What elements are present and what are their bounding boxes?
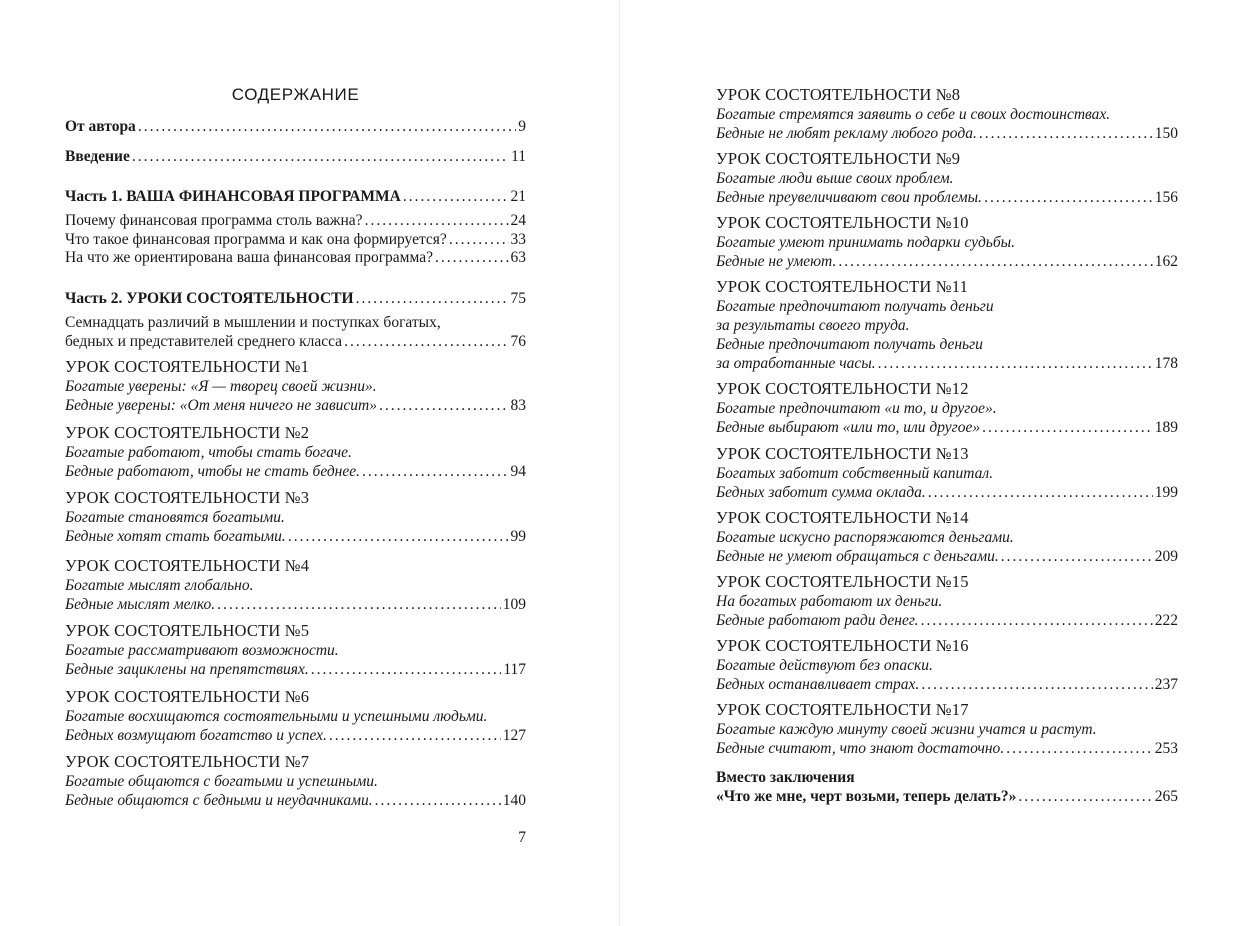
toc-entry-part1-item-2[interactable] xyxy=(65,230,526,249)
entry-page: 127 xyxy=(502,727,526,744)
right-page xyxy=(716,0,1178,926)
lesson-heading: УРОК СОСТОЯТЕЛЬНОСТИ №2 xyxy=(65,423,310,442)
lesson-heading: УРОК СОСТОЯТЕЛЬНОСТИ №7 xyxy=(65,752,310,771)
lesson-line: Богатые искусно распоряжаются деньгами. xyxy=(716,529,1014,546)
lesson-line: Бедные работают, чтобы не стать беднее. xyxy=(65,463,360,480)
entry-title: На что же ориентирована ваша финансовая программа? xyxy=(65,249,433,266)
entry-page: 75 xyxy=(510,290,526,307)
lesson-line: Бедные считают, что знают достаточно. xyxy=(716,740,1005,757)
lesson-line: Бедные не любят рекламу любого рода. xyxy=(716,125,977,142)
leader-dots xyxy=(435,248,509,267)
toc-title: СОДЕРЖАНИЕ xyxy=(231,85,360,104)
lesson-line: Богатые предпочитают «и то, и другое». xyxy=(716,400,997,417)
toc-entry-part1-item-3[interactable] xyxy=(65,248,526,267)
lesson-line: Богатых заботит собственный капитал. xyxy=(716,465,993,482)
toc-entry-part-1[interactable] xyxy=(65,187,526,206)
entry-page: 265 xyxy=(1154,788,1178,805)
entry-page: 189 xyxy=(1154,419,1178,436)
entry-title: Часть 2. УРОКИ СОСТОЯТЕЛЬНОСТИ xyxy=(65,290,354,307)
lesson-heading: УРОК СОСТОЯТЕЛЬНОСТИ №10 xyxy=(716,213,969,232)
lesson-line: Богатые стремятся заявить о себе и своих достоинствах. xyxy=(716,106,1111,123)
entry-title-line-2: бедных и представителей среднего класса xyxy=(65,333,343,350)
lesson-line: за отработанные часы. xyxy=(716,355,876,372)
entry-title-line-1: Семнадцать различий в мышлении и поступках богатых, xyxy=(65,314,441,331)
lesson-heading: УРОК СОСТОЯТЕЛЬНОСТИ №5 xyxy=(65,621,310,640)
lesson-heading: УРОК СОСТОЯТЕЛЬНОСТИ №16 xyxy=(716,636,969,655)
entry-title: Часть 1. ВАША ФИНАНСОВАЯ ПРОГРАММА xyxy=(65,188,401,205)
lesson-heading: УРОК СОСТОЯТЕЛЬНОСТИ №9 xyxy=(716,149,961,168)
lesson-line: Бедные общаются с бедными и неудачниками. xyxy=(65,792,373,809)
toc-entry-lesson-2[interactable] xyxy=(65,422,526,481)
entry-page: 21 xyxy=(510,188,526,205)
toc-entry-lesson-11[interactable] xyxy=(716,276,1178,373)
toc-entry-lesson-4[interactable] xyxy=(65,555,526,614)
leader-dots xyxy=(1006,739,1153,758)
lesson-line: Бедные зациклены на препятствиях. xyxy=(65,661,309,678)
lesson-line: Богатые становятся богатыми. xyxy=(65,509,285,526)
lesson-line: Бедные уверены: «От меня ничего не зависит» xyxy=(65,397,377,414)
leader-dots xyxy=(878,354,1153,373)
leader-dots xyxy=(375,791,501,810)
toc-entry-introduction[interactable] xyxy=(65,147,526,166)
leader-dots xyxy=(356,289,509,308)
entry-title: Введение xyxy=(65,148,130,165)
leader-dots xyxy=(379,396,509,415)
entry-page: 76 xyxy=(510,333,526,350)
lesson-line: Бедные преувеличивают свои проблемы. xyxy=(716,189,983,206)
toc-entry-lesson-1[interactable] xyxy=(65,356,526,415)
entry-page: 156 xyxy=(1154,189,1178,206)
lesson-line: Богатые умеют принимать подарки судьбы. xyxy=(716,234,1016,251)
entry-page: 83 xyxy=(510,397,526,414)
toc-entry-lesson-12[interactable] xyxy=(716,378,1178,437)
leader-dots xyxy=(362,462,509,481)
entry-title-line-2: «Что же мне, черт возьми, теперь делать?» xyxy=(716,788,1017,805)
entry-title: Что такое финансовая программа и как она формируется? xyxy=(65,231,447,248)
leader-dots xyxy=(344,332,508,351)
entry-page: 162 xyxy=(1154,253,1178,270)
lesson-heading: УРОК СОСТОЯТЕЛЬНОСТИ №6 xyxy=(65,687,310,706)
leader-dots xyxy=(838,252,1152,271)
entry-page: 222 xyxy=(1154,612,1178,629)
toc-entry-lesson-9[interactable] xyxy=(716,148,1178,207)
entry-page: 94 xyxy=(510,463,526,480)
leader-dots xyxy=(329,726,501,745)
lesson-line: Бедные не умеют обращаться с деньгами. xyxy=(716,548,999,565)
leader-dots xyxy=(132,147,509,166)
leader-dots xyxy=(288,527,509,546)
toc-entry-lesson-15[interactable] xyxy=(716,571,1178,630)
page-number: 7 xyxy=(518,829,526,846)
lesson-heading: УРОК СОСТОЯТЕЛЬНОСТИ №1 xyxy=(65,357,310,376)
lesson-line: Богатые рассматривают возможности. xyxy=(65,642,339,659)
toc-entry-part1-item-1[interactable] xyxy=(65,211,526,230)
lesson-heading: УРОК СОСТОЯТЕЛЬНОСТИ №15 xyxy=(716,572,969,591)
entry-title-line-1: Вместо заключения xyxy=(716,769,855,786)
lesson-heading: УРОК СОСТОЯТЕЛЬНОСТИ №3 xyxy=(65,488,310,507)
leader-dots xyxy=(921,675,1152,694)
leader-dots xyxy=(928,483,1153,502)
lesson-line: Бедных останавливает страх. xyxy=(716,676,920,693)
lesson-line: Богатые уверены: «Я — творец своей жизни». xyxy=(65,378,377,395)
lesson-line: Бедных возмущают богатство и успех. xyxy=(65,727,327,744)
leader-dots xyxy=(982,418,1153,437)
lesson-heading: УРОК СОСТОЯТЕЛЬНОСТИ №12 xyxy=(716,379,969,398)
lesson-line: Бедные выбирают «или то, или другое» xyxy=(716,419,981,436)
entry-page: 237 xyxy=(1154,676,1178,693)
lesson-line: Богатые восхищаются состоятельными и успешными людьми. xyxy=(65,708,488,725)
lesson-line: Богатые работают, чтобы стать богаче. xyxy=(65,444,352,461)
lesson-line: Богатые люди выше своих проблем. xyxy=(716,170,954,187)
toc-entry-from-author[interactable] xyxy=(65,117,526,136)
toc-entry-lesson-10[interactable] xyxy=(716,212,1178,271)
entry-title: От автора xyxy=(65,118,136,135)
lesson-line: Бедные работают ради денег. xyxy=(716,612,919,629)
lesson-heading: УРОК СОСТОЯТЕЛЬНОСТИ №17 xyxy=(716,700,969,719)
lesson-line: Бедные не умеют. xyxy=(716,253,837,270)
toc-entry-lesson-17[interactable] xyxy=(716,699,1178,758)
entry-page: 140 xyxy=(502,792,526,809)
toc-entry-lesson-16[interactable] xyxy=(716,635,1178,694)
lesson-line: Богатые предпочитают получать деньги xyxy=(716,298,994,315)
lesson-line: Богатые каждую минуту своей жизни учатся и растут. xyxy=(716,721,1097,738)
entry-page: 24 xyxy=(510,212,526,229)
lesson-heading: УРОК СОСТОЯТЕЛЬНОСТИ №11 xyxy=(716,277,969,296)
toc-entry-part-2[interactable] xyxy=(65,289,526,308)
lesson-line: Бедные хотят стать богатыми. xyxy=(65,528,286,545)
lesson-line: Богатые мыслят глобально. xyxy=(65,577,254,594)
entry-page: 63 xyxy=(510,249,526,266)
leader-dots xyxy=(403,187,509,206)
leader-dots xyxy=(979,124,1153,143)
toc-entry-lesson-8[interactable] xyxy=(716,84,1178,143)
lesson-line: за результаты своего труда. xyxy=(716,317,910,334)
entry-page: 209 xyxy=(1154,548,1178,565)
toc-entry-lesson-6[interactable] xyxy=(65,686,526,745)
entry-page: 109 xyxy=(502,596,526,613)
toc-entry-conclusion[interactable] xyxy=(716,768,1178,806)
entry-page: 253 xyxy=(1154,740,1178,757)
leader-dots xyxy=(1018,787,1152,806)
entry-page: 117 xyxy=(503,661,526,678)
leader-dots xyxy=(984,188,1153,207)
entry-page: 9 xyxy=(518,118,526,135)
leader-dots xyxy=(311,660,502,679)
entry-page: 178 xyxy=(1154,355,1178,372)
toc-entry-part2-intro[interactable] xyxy=(65,313,526,351)
lesson-line: Богатые общаются с богатыми и успешными. xyxy=(65,773,378,790)
entry-title: Почему финансовая программа столь важна? xyxy=(65,212,363,229)
leader-dots xyxy=(217,595,501,614)
leader-dots xyxy=(449,230,509,249)
leader-dots xyxy=(1001,547,1153,566)
lesson-heading: УРОК СОСТОЯТЕЛЬНОСТИ №13 xyxy=(716,444,969,463)
toc-entry-lesson-14[interactable] xyxy=(716,507,1178,566)
lesson-heading: УРОК СОСТОЯТЕЛЬНОСТИ №4 xyxy=(65,556,310,575)
toc-entry-lesson-7[interactable] xyxy=(65,751,526,810)
lesson-heading: УРОК СОСТОЯТЕЛЬНОСТИ №14 xyxy=(716,508,969,527)
entry-page: 33 xyxy=(510,231,526,248)
lesson-line: Бедные мыслят мелко. xyxy=(65,596,216,613)
entry-page: 150 xyxy=(1154,125,1178,142)
toc-entry-lesson-13[interactable] xyxy=(716,443,1178,502)
entry-page: 199 xyxy=(1154,484,1178,501)
leader-dots xyxy=(921,611,1153,630)
leader-dots xyxy=(365,211,509,230)
lesson-heading: УРОК СОСТОЯТЕЛЬНОСТИ №8 xyxy=(716,85,961,104)
lesson-line: Бедных заботит сумма оклада. xyxy=(716,484,926,501)
lesson-line: На богатых работают их деньги. xyxy=(716,593,943,610)
leader-dots xyxy=(138,117,516,136)
entry-page: 11 xyxy=(511,148,526,165)
toc-entry-lesson-5[interactable] xyxy=(65,620,526,679)
lesson-line: Богатые действуют без опаски. xyxy=(716,657,933,674)
lesson-line: Бедные предпочитают получать деньги xyxy=(716,336,983,353)
left-page xyxy=(65,0,526,926)
page-gutter xyxy=(619,0,620,926)
toc-entry-lesson-3[interactable] xyxy=(65,487,526,546)
entry-page: 99 xyxy=(510,528,526,545)
